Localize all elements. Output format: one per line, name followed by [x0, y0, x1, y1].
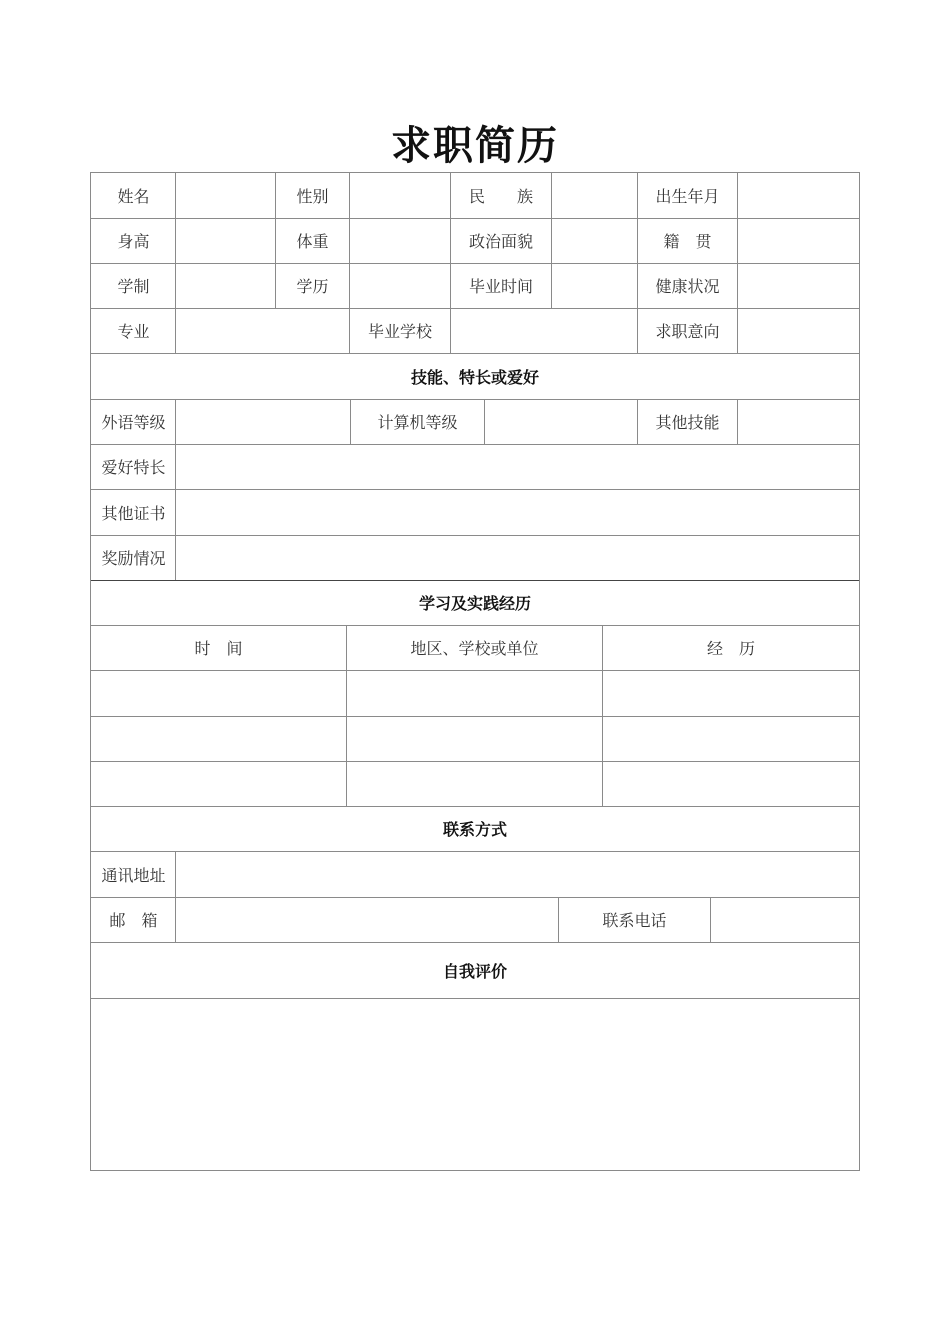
experience-row-3-time[interactable]	[91, 761, 346, 806]
self-evaluation-heading: 自我评价	[442, 961, 507, 981]
native-place-label: 籍 贯	[663, 232, 712, 251]
experience-col-detail: 经 历	[706, 639, 755, 658]
awards-input[interactable]	[176, 535, 859, 580]
school-label: 毕业学校	[367, 322, 432, 341]
hobbies-input[interactable]	[176, 444, 859, 489]
birth-input[interactable]	[738, 173, 859, 218]
native-place-input[interactable]	[738, 218, 859, 263]
experience-row-2-place[interactable]	[347, 716, 602, 761]
name-input[interactable]	[176, 173, 275, 218]
hobbies-label: 爱好特长	[101, 458, 166, 477]
height-label: 身高	[117, 232, 150, 251]
experience-row-3-detail[interactable]	[603, 761, 859, 806]
email-input[interactable]	[176, 897, 558, 942]
education-label: 学历	[296, 277, 329, 296]
address-label: 通讯地址	[101, 865, 166, 885]
skills-heading: 技能、特长或爱好	[410, 367, 539, 387]
graduation-time-label: 毕业时间	[468, 277, 533, 296]
resume-form	[90, 172, 860, 1171]
height-input[interactable]	[176, 218, 275, 263]
name-label: 姓名	[117, 187, 150, 206]
health-label: 健康状况	[655, 277, 720, 296]
page-title: 求职简历	[391, 122, 559, 169]
political-input[interactable]	[552, 218, 637, 263]
self-evaluation-input[interactable]	[91, 999, 859, 1170]
awards-label: 奖励情况	[101, 549, 166, 568]
experience-col-time: 时 间	[194, 639, 243, 658]
certificates-input[interactable]	[176, 489, 859, 535]
experience-heading: 学习及实践经历	[418, 594, 531, 613]
ethnicity-input[interactable]	[552, 173, 637, 218]
major-label: 专业	[117, 322, 150, 341]
contact-heading: 联系方式	[442, 820, 507, 839]
computer-input[interactable]	[485, 399, 637, 444]
school-input[interactable]	[451, 308, 637, 353]
schooling-label: 学制	[117, 277, 150, 296]
experience-row-1-detail[interactable]	[603, 670, 859, 716]
email-label: 邮 箱	[109, 911, 158, 930]
gender-label: 性别	[296, 187, 329, 206]
foreign-language-input[interactable]	[176, 399, 350, 444]
foreign-language-label: 外语等级	[101, 413, 166, 432]
experience-row-3-place[interactable]	[347, 761, 602, 806]
major-input[interactable]	[176, 308, 349, 353]
other-skills-input[interactable]	[738, 399, 859, 444]
experience-row-1-time[interactable]	[91, 670, 346, 716]
experience-row-2-detail[interactable]	[603, 716, 859, 761]
education-input[interactable]	[350, 263, 450, 308]
address-input[interactable]	[176, 851, 859, 897]
weight-label: 体重	[296, 232, 329, 251]
experience-row-2-time[interactable]	[91, 716, 346, 761]
experience-row-1-place[interactable]	[347, 670, 602, 716]
experience-col-place: 地区、学校或单位	[410, 639, 539, 658]
job-intention-input[interactable]	[738, 308, 859, 353]
birth-label: 出生年月	[655, 187, 720, 206]
ethnicity-label: 民 族	[468, 187, 533, 206]
graduation-time-input[interactable]	[552, 263, 637, 308]
job-intention-label: 求职意向	[655, 322, 720, 341]
schooling-input[interactable]	[176, 263, 275, 308]
health-input[interactable]	[738, 263, 859, 308]
phone-input[interactable]	[711, 897, 859, 942]
political-label: 政治面貌	[468, 232, 533, 251]
weight-input[interactable]	[350, 218, 450, 263]
other-skills-label: 其他技能	[655, 413, 720, 432]
phone-label: 联系电话	[602, 911, 667, 930]
computer-label: 计算机等级	[377, 413, 458, 432]
certificates-label: 其他证书	[101, 503, 166, 523]
gender-input[interactable]	[350, 173, 450, 218]
